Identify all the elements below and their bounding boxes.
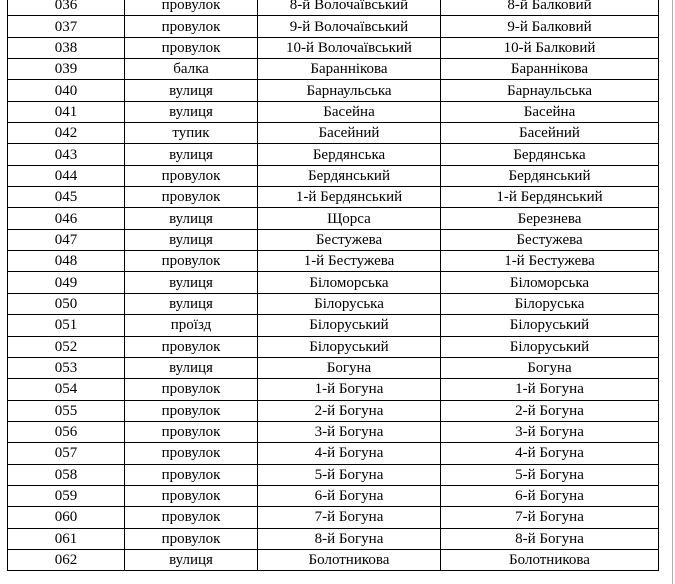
- street-type-cell: провулок: [125, 165, 258, 186]
- row-number-cell: 046: [8, 208, 125, 229]
- row-number-cell: 043: [8, 144, 125, 165]
- old-name-cell: 2-й Богуна: [258, 400, 441, 421]
- new-name-cell: 6-й Богуна: [441, 485, 659, 506]
- row-number-cell: 058: [8, 464, 125, 485]
- row-number-cell: 054: [8, 379, 125, 400]
- street-type-cell: провулок: [125, 16, 258, 37]
- row-number-cell: 056: [8, 421, 125, 442]
- new-name-cell: 3-й Богуна: [441, 421, 659, 442]
- new-name-cell: Бараннікова: [441, 59, 659, 80]
- new-name-cell: Богуна: [441, 357, 659, 378]
- new-name-cell: Болотникова: [441, 549, 659, 570]
- row-number-cell: 036: [8, 0, 125, 16]
- street-type-cell: проїзд: [125, 315, 258, 336]
- row-number-cell: 050: [8, 293, 125, 314]
- page-edge-divider: [672, 0, 673, 584]
- street-type-cell: провулок: [125, 464, 258, 485]
- new-name-cell: Басейний: [441, 123, 659, 144]
- table-row: [8, 357, 659, 378]
- street-type-cell: провулок: [125, 379, 258, 400]
- street-type-cell: вулиця: [125, 208, 258, 229]
- new-name-cell: 7-й Богуна: [441, 507, 659, 528]
- street-type-cell: провулок: [125, 443, 258, 464]
- old-name-cell: Бестужева: [258, 229, 441, 250]
- row-number-cell: 047: [8, 229, 125, 250]
- old-name-cell: 1-й Бестужева: [258, 251, 441, 272]
- street-type-cell: провулок: [125, 187, 258, 208]
- row-number-cell: 039: [8, 59, 125, 80]
- street-type-cell: провулок: [125, 485, 258, 506]
- new-name-cell: 1-й Бестужева: [441, 251, 659, 272]
- new-name-cell: 4-й Богуна: [441, 443, 659, 464]
- new-name-cell: Барнаульська: [441, 80, 659, 101]
- new-name-cell: 5-й Богуна: [441, 464, 659, 485]
- street-type-cell: вулиця: [125, 549, 258, 570]
- table-row: [8, 315, 659, 336]
- table-row: [8, 123, 659, 144]
- old-name-cell: Біломорська: [258, 272, 441, 293]
- old-name-cell: Білоруський: [258, 315, 441, 336]
- old-name-cell: 6-й Богуна: [258, 485, 441, 506]
- table-row: [8, 379, 659, 400]
- new-name-cell: 8-й Богуна: [441, 528, 659, 549]
- table-row: [8, 101, 659, 122]
- street-type-cell: вулиця: [125, 293, 258, 314]
- old-name-cell: 10-й Волочаївський: [258, 37, 441, 58]
- old-name-cell: Бердянський: [258, 165, 441, 186]
- row-number-cell: 038: [8, 37, 125, 58]
- street-type-cell: провулок: [125, 507, 258, 528]
- new-name-cell: 1-й Бердянський: [441, 187, 659, 208]
- street-type-cell: вулиця: [125, 357, 258, 378]
- new-name-cell: Березнева: [441, 208, 659, 229]
- row-number-cell: 037: [8, 16, 125, 37]
- old-name-cell: Білоруський: [258, 336, 441, 357]
- new-name-cell: 2-й Богуна: [441, 400, 659, 421]
- table-row: [8, 229, 659, 250]
- table-row: [8, 528, 659, 549]
- table-row: [8, 336, 659, 357]
- street-type-cell: провулок: [125, 421, 258, 442]
- old-name-cell: 1-й Богуна: [258, 379, 441, 400]
- old-name-cell: 9-й Волочаївський: [258, 16, 441, 37]
- table-row: [8, 400, 659, 421]
- table-row: [8, 208, 659, 229]
- street-renaming-table: [7, 0, 659, 571]
- new-name-cell: 10-й Балковий: [441, 37, 659, 58]
- table-row: [8, 251, 659, 272]
- street-type-cell: провулок: [125, 0, 258, 16]
- new-name-cell: Білоруська: [441, 293, 659, 314]
- table-row: [8, 549, 659, 570]
- row-number-cell: 055: [8, 400, 125, 421]
- row-number-cell: 040: [8, 80, 125, 101]
- new-name-cell: Бердянська: [441, 144, 659, 165]
- new-name-cell: Білоруський: [441, 336, 659, 357]
- table-row: [8, 293, 659, 314]
- new-name-cell: Білоруський: [441, 315, 659, 336]
- old-name-cell: 7-й Богуна: [258, 507, 441, 528]
- row-number-cell: 052: [8, 336, 125, 357]
- old-name-cell: 1-й Бердянський: [258, 187, 441, 208]
- old-name-cell: Басейний: [258, 123, 441, 144]
- row-number-cell: 059: [8, 485, 125, 506]
- old-name-cell: Бердянська: [258, 144, 441, 165]
- old-name-cell: 8-й Богуна: [258, 528, 441, 549]
- street-type-cell: балка: [125, 59, 258, 80]
- table-row: [8, 507, 659, 528]
- row-number-cell: 057: [8, 443, 125, 464]
- street-type-cell: вулиця: [125, 101, 258, 122]
- street-type-cell: провулок: [125, 528, 258, 549]
- old-name-cell: Щорса: [258, 208, 441, 229]
- row-number-cell: 060: [8, 507, 125, 528]
- old-name-cell: 5-й Богуна: [258, 464, 441, 485]
- row-number-cell: 051: [8, 315, 125, 336]
- old-name-cell: Бараннікова: [258, 59, 441, 80]
- street-type-cell: провулок: [125, 37, 258, 58]
- new-name-cell: Бестужева: [441, 229, 659, 250]
- table-row: [8, 464, 659, 485]
- new-name-cell: Біломорська: [441, 272, 659, 293]
- table-row: [8, 37, 659, 58]
- new-name-cell: 1-й Богуна: [441, 379, 659, 400]
- table-row: [8, 80, 659, 101]
- row-number-cell: 062: [8, 549, 125, 570]
- old-name-cell: Болотникова: [258, 549, 441, 570]
- new-name-cell: Басейна: [441, 101, 659, 122]
- street-type-cell: провулок: [125, 251, 258, 272]
- table-row: [8, 16, 659, 37]
- street-type-cell: вулиця: [125, 144, 258, 165]
- table-row: [8, 187, 659, 208]
- street-type-cell: вулиця: [125, 229, 258, 250]
- table-row: [8, 485, 659, 506]
- table-row: [8, 421, 659, 442]
- table-row: [8, 165, 659, 186]
- old-name-cell: Барнаульська: [258, 80, 441, 101]
- street-type-cell: вулиця: [125, 272, 258, 293]
- table-row: [8, 144, 659, 165]
- table-row: [8, 272, 659, 293]
- old-name-cell: Богуна: [258, 357, 441, 378]
- street-type-cell: провулок: [125, 400, 258, 421]
- row-number-cell: 053: [8, 357, 125, 378]
- new-name-cell: 9-й Балковий: [441, 16, 659, 37]
- new-name-cell: Бердянський: [441, 165, 659, 186]
- row-number-cell: 041: [8, 101, 125, 122]
- row-number-cell: 045: [8, 187, 125, 208]
- row-number-cell: 044: [8, 165, 125, 186]
- old-name-cell: 4-й Богуна: [258, 443, 441, 464]
- old-name-cell: Білоруська: [258, 293, 441, 314]
- street-type-cell: вулиця: [125, 80, 258, 101]
- old-name-cell: 8-й Волочаївський: [258, 0, 441, 16]
- old-name-cell: 3-й Богуна: [258, 421, 441, 442]
- table-row: [8, 0, 659, 16]
- street-type-cell: тупик: [125, 123, 258, 144]
- new-name-cell: 8-й Балковий: [441, 0, 659, 16]
- row-number-cell: 048: [8, 251, 125, 272]
- street-type-cell: провулок: [125, 336, 258, 357]
- table-row: [8, 59, 659, 80]
- old-name-cell: Басейна: [258, 101, 441, 122]
- row-number-cell: 049: [8, 272, 125, 293]
- row-number-cell: 042: [8, 123, 125, 144]
- row-number-cell: 061: [8, 528, 125, 549]
- table-row: [8, 443, 659, 464]
- table-body: [8, 0, 659, 571]
